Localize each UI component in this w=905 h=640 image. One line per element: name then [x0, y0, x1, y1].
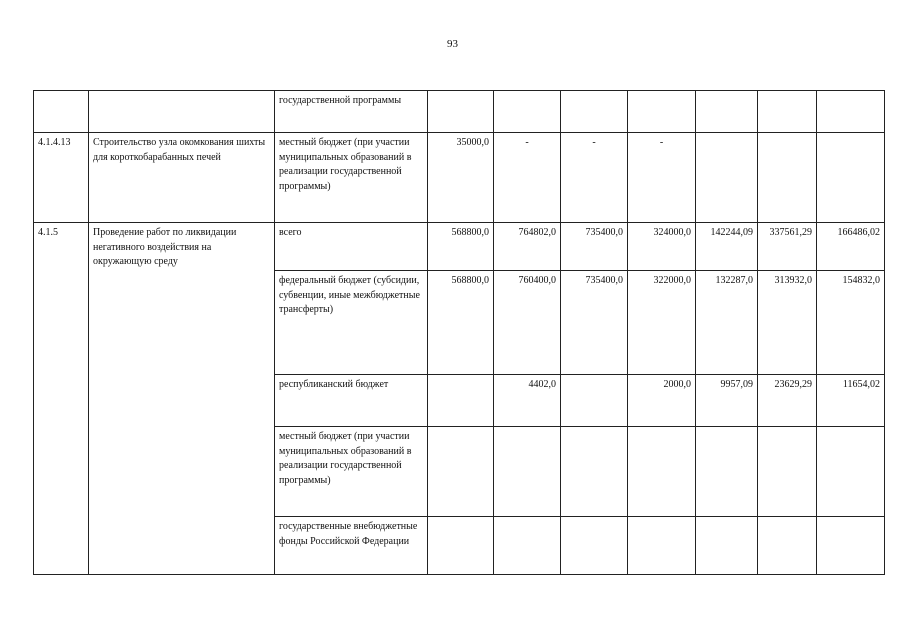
row-name-cell: Проведение работ по ликвидации негативного воздействия на окружающую среду — [89, 223, 275, 575]
value-cell — [494, 427, 561, 517]
value-cell: 324000,0 — [628, 223, 696, 271]
value-cell — [817, 133, 885, 223]
value-cell: 4402,0 — [494, 375, 561, 427]
value-cell: 322000,0 — [628, 271, 696, 375]
value-cell: 735400,0 — [561, 271, 628, 375]
value-cell — [561, 427, 628, 517]
value-cell: 142244,09 — [696, 223, 758, 271]
value-cell — [428, 375, 494, 427]
page-number: 93 — [447, 38, 458, 50]
value-cell: 2000,0 — [628, 375, 696, 427]
row-code-cell: 4.1.5 — [34, 223, 89, 575]
value-cell — [817, 517, 885, 575]
value-cell — [696, 517, 758, 575]
value-cell — [494, 517, 561, 575]
value-cell: 35000,0 — [428, 133, 494, 223]
value-cell: 9957,09 — [696, 375, 758, 427]
funding-source-cell: государственные внебюджетные фонды Российской Федерации — [275, 517, 428, 575]
value-cell: 23629,29 — [758, 375, 817, 427]
funding-source-cell: местный бюджет (при участии муниципальных образований в реализации государственной программы) — [275, 133, 428, 223]
budget-table — [33, 90, 885, 575]
value-cell — [758, 517, 817, 575]
funding-source-cell: местный бюджет (при участии муниципальных образований в реализации государственной программы) — [275, 427, 428, 517]
row-code-cell: 4.1.4.13 — [34, 133, 89, 223]
value-cell — [696, 133, 758, 223]
value-cell: 132287,0 — [696, 271, 758, 375]
value-cell — [817, 91, 885, 133]
value-cell: 313932,0 — [758, 271, 817, 375]
row-name-cell: Строительство узла окомкования шихты для короткобарабанных печей — [89, 133, 275, 223]
value-cell: - — [628, 133, 696, 223]
value-cell: 166486,02 — [817, 223, 885, 271]
table-row — [34, 223, 885, 271]
value-cell — [561, 91, 628, 133]
value-cell: 11654,02 — [817, 375, 885, 427]
value-cell — [494, 91, 561, 133]
funding-source-cell: всего — [275, 223, 428, 271]
value-cell — [758, 427, 817, 517]
value-cell: - — [494, 133, 561, 223]
row-name-cell — [89, 91, 275, 133]
value-cell: 760400,0 — [494, 271, 561, 375]
value-cell — [758, 91, 817, 133]
row-code-cell — [34, 91, 89, 133]
value-cell — [561, 517, 628, 575]
funding-source-cell: республиканский бюджет — [275, 375, 428, 427]
value-cell — [561, 375, 628, 427]
value-cell — [696, 427, 758, 517]
value-cell — [428, 91, 494, 133]
value-cell: 764802,0 — [494, 223, 561, 271]
value-cell — [428, 517, 494, 575]
value-cell: 568800,0 — [428, 223, 494, 271]
value-cell — [696, 91, 758, 133]
funding-source-cell: государственной программы — [275, 91, 428, 133]
value-cell — [628, 517, 696, 575]
table-row — [34, 133, 885, 223]
value-cell — [817, 427, 885, 517]
value-cell: - — [561, 133, 628, 223]
value-cell — [758, 133, 817, 223]
table-row — [34, 91, 885, 133]
funding-source-cell: федеральный бюджет (субсидии, субвенции, иные межбюджетные трансферты) — [275, 271, 428, 375]
value-cell — [428, 427, 494, 517]
value-cell — [628, 91, 696, 133]
value-cell: 154832,0 — [817, 271, 885, 375]
value-cell: 735400,0 — [561, 223, 628, 271]
value-cell — [628, 427, 696, 517]
value-cell: 337561,29 — [758, 223, 817, 271]
value-cell: 568800,0 — [428, 271, 494, 375]
